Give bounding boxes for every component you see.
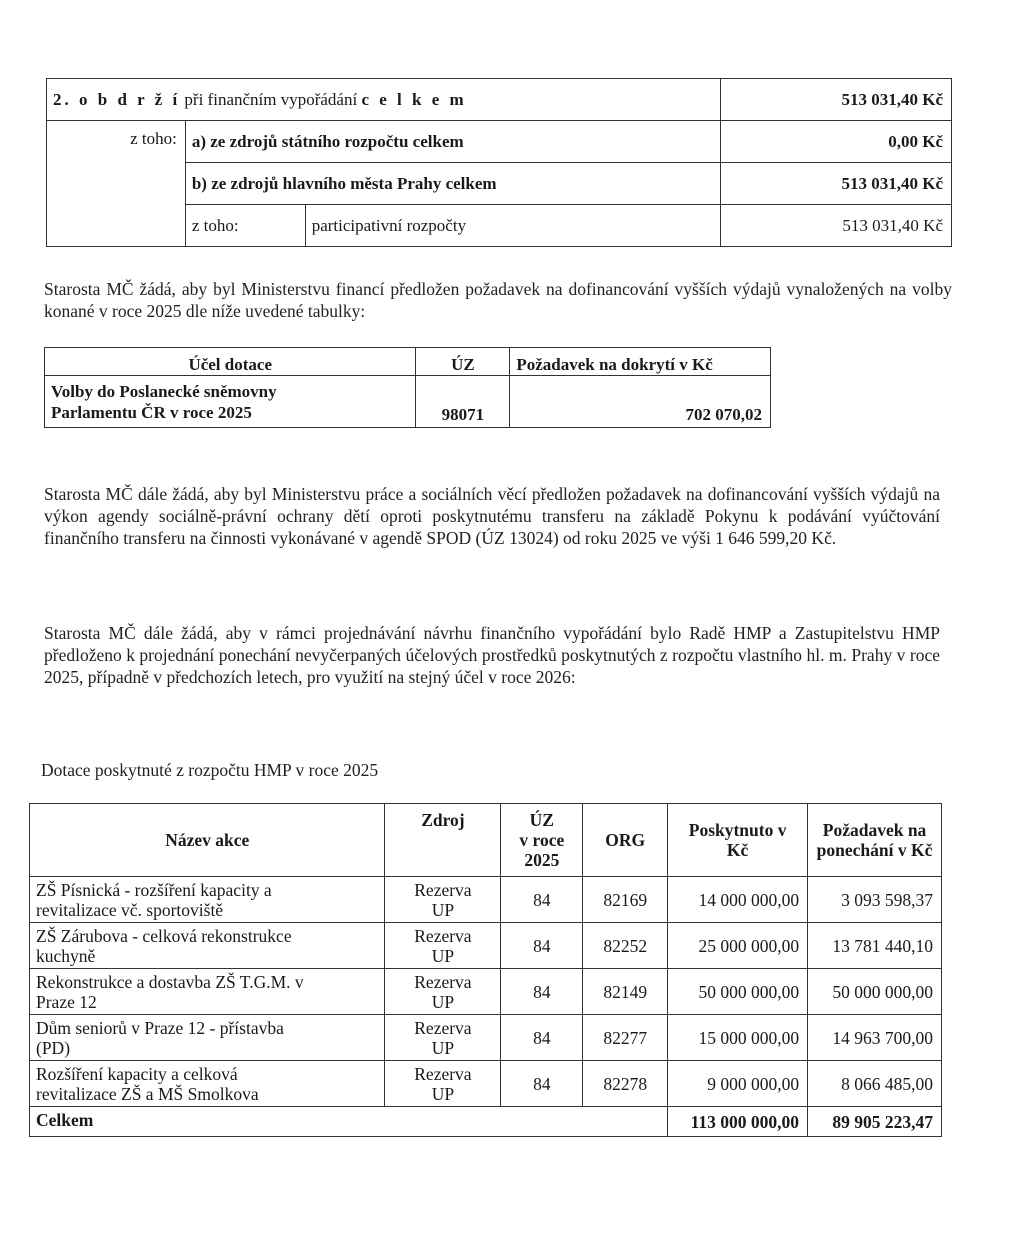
settlement-state-row <box>47 121 952 163</box>
row-zdroj <box>385 969 501 1015</box>
elections-purpose-cell <box>45 376 416 428</box>
header-pozadavek: Požadavek na dokrytí v Kč <box>510 348 771 376</box>
row-nazev-line1: ZŠ Zárubova - celková rekonstrukce <box>36 925 292 946</box>
elections-header-row <box>45 348 771 376</box>
elections-uz-cell: 98071 <box>416 376 510 428</box>
row-poskytnuto: 14 000 000,00 <box>668 877 808 923</box>
participative-amount: 513 031,40 Kč <box>721 205 952 247</box>
table-row <box>30 969 942 1015</box>
elections-data-row <box>45 376 771 428</box>
row-org: 82169 <box>583 877 668 923</box>
row-pozadavek: 50 000 000,00 <box>808 969 942 1015</box>
row-nazev-line2: (PD) <box>36 1037 71 1058</box>
total-row <box>30 1107 942 1137</box>
table-row <box>30 1015 942 1061</box>
subsidies-header-row <box>30 804 942 877</box>
row-poskytnuto: 25 000 000,00 <box>668 923 808 969</box>
z-toho-label: z toho: <box>47 121 186 247</box>
row-zdroj-line2: UP <box>431 991 455 1012</box>
row-zdroj-line1: Rezerva <box>414 1017 472 1038</box>
header-uz-v-roce <box>501 804 583 877</box>
row-org: 82149 <box>583 969 668 1015</box>
elections-funding-table <box>44 347 771 428</box>
row-nazev <box>30 1061 385 1107</box>
row-poskytnuto: 50 000 000,00 <box>668 969 808 1015</box>
state-budget-label: a) ze zdrojů státního rozpočtu celkem <box>185 121 720 163</box>
table-row <box>30 877 942 923</box>
participative-label: participativní rozpočty <box>305 205 721 247</box>
settlement-total-amount: 513 031,40 Kč <box>721 79 952 121</box>
hmp-subsidies-table <box>29 803 942 1137</box>
header-zdroj: Zdroj <box>385 804 501 877</box>
header-ucel-dotace: Účel dotace <box>45 348 416 376</box>
header-uz-line1: ÚZ <box>529 810 554 830</box>
row-nazev <box>30 1015 385 1061</box>
row-poskytnuto: 15 000 000,00 <box>668 1015 808 1061</box>
table-row <box>30 923 942 969</box>
paragraph-spod-request: Starosta MČ dále žádá, aby byl Ministerstvu práce a sociálních věcí předložen požadavek na dofinancování vyšších výdajů na výkon agendy sociálně-právní ochrany dětí oproti poskytnutému transferu na základě Pokynu k podávání vyúčtování finančního transferu na činnosti vykonávané v agendě SPOD (ÚZ 13024) od roku 2025 ve výši 1 646 599,20 Kč. <box>44 484 940 548</box>
total-pozadavek: 89 905 223,47 <box>808 1107 942 1137</box>
row-pozadavek: 13 781 440,10 <box>808 923 942 969</box>
row-nazev-line2: Praze 12 <box>36 991 97 1012</box>
row-zdroj-line2: UP <box>431 945 455 966</box>
header-uz-line3: 2025 <box>524 850 560 870</box>
row-nazev-line2: revitalizace vč. sportoviště <box>36 899 224 920</box>
row-nazev-line2: kuchyně <box>36 945 96 966</box>
row-nazev-line1: ZŠ Písnická - rozšíření kapacity a <box>36 879 272 900</box>
header-nazev-akce: Název akce <box>30 804 385 877</box>
row-zdroj-line2: UP <box>431 899 455 920</box>
row-zdroj-line2: UP <box>431 1037 455 1058</box>
settlement-summary-table <box>46 78 952 247</box>
header-pozadavek-line1: Požadavek na <box>822 820 927 840</box>
row-org: 82252 <box>583 923 668 969</box>
header-org: ORG <box>583 804 668 877</box>
row-org: 82277 <box>583 1015 668 1061</box>
header-poskytnuto-line1: Poskytnuto v <box>688 820 787 840</box>
row-nazev-line1: Rekonstrukce a dostavba ZŠ T.G.M. v <box>36 971 304 992</box>
row-poskytnuto: 9 000 000,00 <box>668 1061 808 1107</box>
table-caption: Dotace poskytnuté z rozpočtu HMP v roce 2025 <box>41 760 379 780</box>
row-zdroj <box>385 1061 501 1107</box>
elections-purpose-line2: Parlamentu ČR v roce 2025 <box>51 403 252 422</box>
total-label: Celkem <box>30 1107 668 1137</box>
row-uz: 84 <box>501 969 583 1015</box>
row-nazev-line1: Rozšíření kapacity a celková <box>36 1063 238 1084</box>
row-zdroj-line1: Rezerva <box>414 879 472 900</box>
table-row <box>30 1061 942 1107</box>
header-poskytnuto <box>668 804 808 877</box>
row-nazev <box>30 923 385 969</box>
row-nazev <box>30 877 385 923</box>
z-toho-sub-label: z toho: <box>185 205 305 247</box>
row-org: 82278 <box>583 1061 668 1107</box>
paragraph-unused-funds-request: Starosta MČ dále žádá, aby v rámci projednávání návrhu finančního vypořádání bylo Radě HMP a Zastupitelstvu HMP předloženo k projednání ponechání nevyčerpaných účelových prostředků poskytnutých z rozpočtu vlastního hl. m. Prahy v roce 2025, případně v předchozích letech, pro využití na stejný účel v roce 2026: <box>44 623 940 687</box>
row-zdroj <box>385 877 501 923</box>
row-nazev-line1: Dům seniorů v Praze 12 - přístavba <box>36 1017 284 1038</box>
elections-purpose-line1: Volby do Poslanecké sněmovny <box>51 382 277 401</box>
row-nazev-line2: revitalizace ZŠ a MŠ Smolkova <box>36 1083 259 1104</box>
row-zdroj-line1: Rezerva <box>414 971 472 992</box>
city-budget-amount: 513 031,40 Kč <box>721 163 952 205</box>
row-zdroj-line2: UP <box>431 1083 455 1104</box>
row-uz: 84 <box>501 877 583 923</box>
header-pozadavek-line2: ponechání v Kč <box>816 840 933 860</box>
row-pozadavek: 14 963 700,00 <box>808 1015 942 1061</box>
state-budget-amount: 0,00 Kč <box>721 121 952 163</box>
row-uz: 84 <box>501 1015 583 1061</box>
row-zdroj-line1: Rezerva <box>414 1063 472 1084</box>
row-pozadavek: 3 093 598,37 <box>808 877 942 923</box>
header-pozadavek-ponechani <box>808 804 942 877</box>
row-uz: 84 <box>501 923 583 969</box>
row-zdroj <box>385 923 501 969</box>
header-poskytnuto-line2: Kč <box>726 840 749 860</box>
row-zdroj-line1: Rezerva <box>414 925 472 946</box>
paragraph-elections-request: Starosta MČ žádá, aby byl Ministerstvu financí předložen požadavek na dofinancování vyšších výdajů vynaložených na volby konané v roce 2025 dle níže uvedené tabulky: <box>44 279 952 321</box>
city-budget-label: b) ze zdrojů hlavního města Prahy celkem <box>185 163 720 205</box>
row-pozadavek: 8 066 485,00 <box>808 1061 942 1107</box>
elections-amount-cell: 702 070,02 <box>510 376 771 428</box>
total-poskytnuto: 113 000 000,00 <box>668 1107 808 1137</box>
header-uz-line2: v roce <box>519 830 565 850</box>
row-uz: 84 <box>501 1061 583 1107</box>
row-zdroj <box>385 1015 501 1061</box>
row-nazev <box>30 969 385 1015</box>
settlement-total-label: 2. o b d r ž í při finančním vypořádání c e l k e m <box>47 79 721 121</box>
settlement-total-row <box>47 79 952 121</box>
header-uz: ÚZ <box>416 348 510 376</box>
